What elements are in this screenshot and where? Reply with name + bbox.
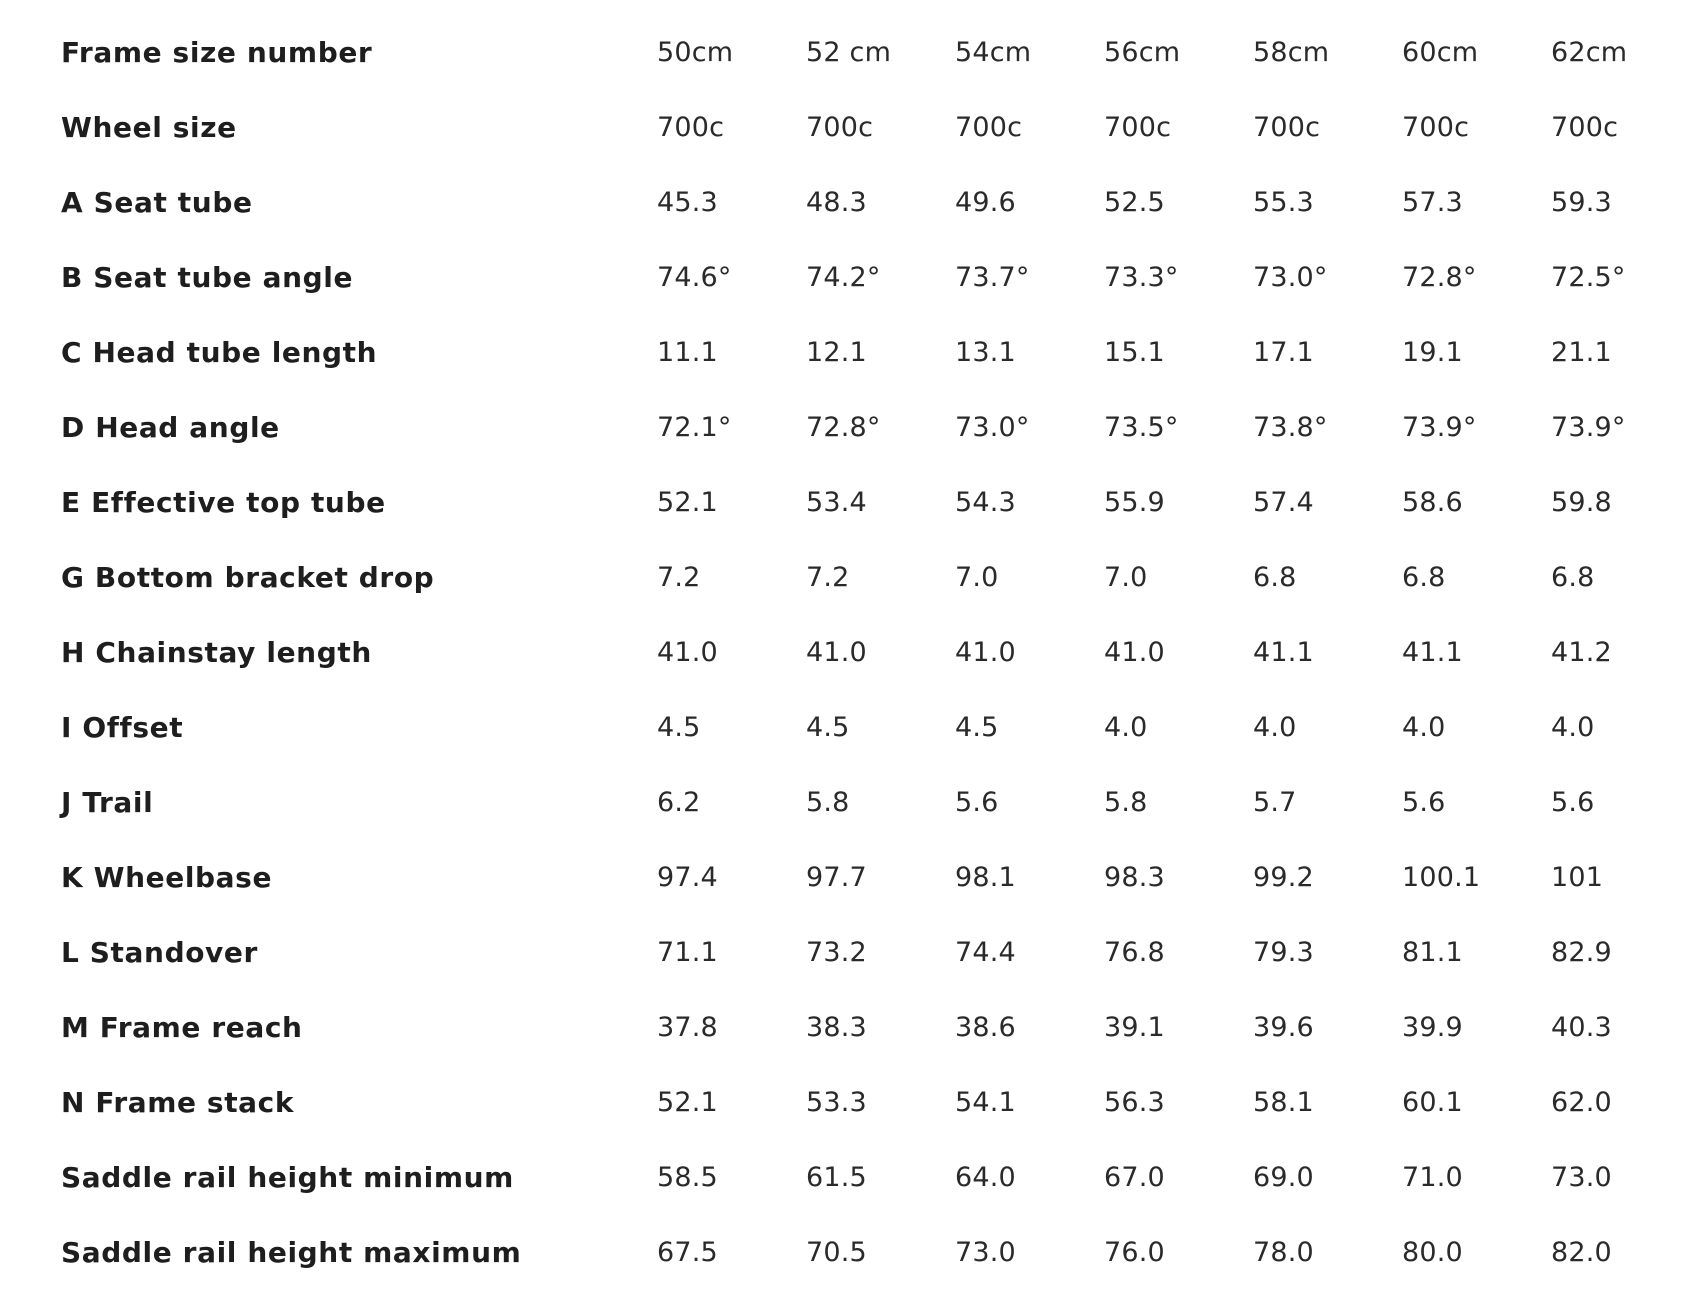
table-cell: 40.3 (1551, 1012, 1612, 1043)
table-cell: 99.2 (1253, 862, 1314, 893)
table-row (61, 390, 1651, 465)
table-cell: 82.0 (1551, 1237, 1612, 1268)
table-cell: 56.3 (1104, 1087, 1165, 1118)
table-row (61, 15, 1651, 90)
table-cell: 67.0 (1104, 1162, 1165, 1193)
table-cell: 54cm (955, 37, 1032, 68)
table-cell: 73.8° (1253, 412, 1328, 443)
table-row (61, 840, 1651, 915)
table-cell: 4.0 (1104, 712, 1148, 743)
table-cell: 80.0 (1402, 1237, 1463, 1268)
table-row (61, 615, 1651, 690)
table-cell: 59.8 (1551, 487, 1612, 518)
geometry-table (61, 15, 1651, 1290)
table-cell: 700c (806, 112, 874, 143)
table-cell: 79.3 (1253, 937, 1314, 968)
table-cell: 62cm (1551, 37, 1628, 68)
row-label: A Seat tube (61, 186, 253, 219)
table-cell: 700c (955, 112, 1023, 143)
table-cell: 41.1 (1402, 637, 1463, 668)
row-label: G Bottom bracket drop (61, 561, 435, 594)
table-cell: 62.0 (1551, 1087, 1612, 1118)
table-cell: 71.1 (657, 937, 718, 968)
table-cell: 5.8 (806, 787, 850, 818)
table-row (61, 1065, 1651, 1140)
row-label: E Effective top tube (61, 486, 386, 519)
table-cell: 52.1 (657, 487, 718, 518)
table-cell: 13.1 (955, 337, 1016, 368)
table-cell: 58cm (1253, 37, 1330, 68)
table-cell: 5.6 (955, 787, 999, 818)
table-cell: 58.6 (1402, 487, 1463, 518)
table-cell: 73.7° (955, 262, 1030, 293)
table-cell: 78.0 (1253, 1237, 1314, 1268)
table-cell: 73.5° (1104, 412, 1179, 443)
table-cell: 700c (1551, 112, 1619, 143)
table-cell: 73.0 (1551, 1162, 1612, 1193)
table-cell: 69.0 (1253, 1162, 1314, 1193)
table-cell: 7.2 (806, 562, 850, 593)
table-cell: 72.8° (806, 412, 881, 443)
row-label: C Head tube length (61, 336, 378, 369)
table-cell: 98.3 (1104, 862, 1165, 893)
table-row (61, 765, 1651, 840)
table-cell: 700c (1402, 112, 1470, 143)
table-row (61, 240, 1651, 315)
table-cell: 57.4 (1253, 487, 1314, 518)
table-cell: 41.0 (657, 637, 718, 668)
table-row (61, 1140, 1651, 1215)
table-cell: 4.0 (1402, 712, 1446, 743)
table-cell: 81.1 (1402, 937, 1463, 968)
table-cell: 700c (657, 112, 725, 143)
row-label: D Head angle (61, 411, 280, 444)
row-label: B Seat tube angle (61, 261, 354, 294)
table-row (61, 315, 1651, 390)
table-cell: 6.2 (657, 787, 701, 818)
table-cell: 6.8 (1253, 562, 1297, 593)
table-cell: 74.4 (955, 937, 1016, 968)
table-cell: 41.2 (1551, 637, 1612, 668)
row-label: Saddle rail height maximum (61, 1236, 522, 1269)
table-cell: 4.0 (1551, 712, 1595, 743)
table-row (61, 465, 1651, 540)
table-cell: 6.8 (1551, 562, 1595, 593)
table-cell: 101 (1551, 862, 1604, 893)
table-cell: 52.5 (1104, 187, 1165, 218)
table-cell: 53.3 (806, 1087, 867, 1118)
table-cell: 59.3 (1551, 187, 1612, 218)
table-cell: 98.1 (955, 862, 1016, 893)
table-cell: 17.1 (1253, 337, 1314, 368)
table-cell: 100.1 (1402, 862, 1481, 893)
table-cell: 37.8 (657, 1012, 718, 1043)
table-cell: 39.9 (1402, 1012, 1463, 1043)
table-cell: 52.1 (657, 1087, 718, 1118)
table-cell: 4.5 (806, 712, 850, 743)
table-cell: 50cm (657, 37, 734, 68)
table-cell: 4.0 (1253, 712, 1297, 743)
table-cell: 73.9° (1551, 412, 1626, 443)
table-cell: 60cm (1402, 37, 1479, 68)
table-row (61, 915, 1651, 990)
table-cell: 5.7 (1253, 787, 1297, 818)
row-label: I Offset (61, 711, 184, 744)
table-cell: 41.0 (955, 637, 1016, 668)
table-row (61, 690, 1651, 765)
table-cell: 55.3 (1253, 187, 1314, 218)
table-cell: 73.9° (1402, 412, 1477, 443)
table-cell: 74.2° (806, 262, 881, 293)
table-row (61, 1215, 1651, 1290)
table-cell: 15.1 (1104, 337, 1165, 368)
table-cell: 19.1 (1402, 337, 1463, 368)
table-cell: 41.0 (1104, 637, 1165, 668)
table-cell: 74.6° (657, 262, 732, 293)
table-cell: 5.6 (1402, 787, 1446, 818)
table-cell: 97.7 (806, 862, 867, 893)
table-cell: 7.2 (657, 562, 701, 593)
table-cell: 60.1 (1402, 1087, 1463, 1118)
row-label: H Chainstay length (61, 636, 372, 669)
table-cell: 5.8 (1104, 787, 1148, 818)
row-label: L Standover (61, 936, 258, 969)
table-cell: 21.1 (1551, 337, 1612, 368)
table-cell: 70.5 (806, 1237, 867, 1268)
table-cell: 73.3° (1104, 262, 1179, 293)
table-cell: 67.5 (657, 1237, 718, 1268)
row-label: Wheel size (61, 111, 237, 144)
table-cell: 73.0° (955, 412, 1030, 443)
table-cell: 52 cm (806, 37, 892, 68)
table-cell: 39.6 (1253, 1012, 1314, 1043)
table-row (61, 990, 1651, 1065)
row-label: K Wheelbase (61, 861, 273, 894)
table-row (61, 90, 1651, 165)
row-label: M Frame reach (61, 1011, 303, 1044)
table-cell: 41.0 (806, 637, 867, 668)
row-label: N Frame stack (61, 1086, 295, 1119)
table-cell: 56cm (1104, 37, 1181, 68)
row-label: Frame size number (61, 36, 373, 69)
table-cell: 61.5 (806, 1162, 867, 1193)
table-cell: 72.8° (1402, 262, 1477, 293)
table-cell: 72.1° (657, 412, 732, 443)
table-cell: 73.0° (1253, 262, 1328, 293)
table-cell: 55.9 (1104, 487, 1165, 518)
table-row (61, 165, 1651, 240)
table-cell: 53.4 (806, 487, 867, 518)
table-cell: 48.3 (806, 187, 867, 218)
table-cell: 71.0 (1402, 1162, 1463, 1193)
table-cell: 64.0 (955, 1162, 1016, 1193)
table-cell: 49.6 (955, 187, 1016, 218)
table-cell: 38.3 (806, 1012, 867, 1043)
table-cell: 97.4 (657, 862, 718, 893)
table-cell: 58.1 (1253, 1087, 1314, 1118)
table-cell: 12.1 (806, 337, 867, 368)
table-cell: 39.1 (1104, 1012, 1165, 1043)
table-cell: 58.5 (657, 1162, 718, 1193)
row-label: Saddle rail height minimum (61, 1161, 514, 1194)
table-cell: 5.6 (1551, 787, 1595, 818)
table-cell: 4.5 (657, 712, 701, 743)
table-cell: 41.1 (1253, 637, 1314, 668)
table-cell: 82.9 (1551, 937, 1612, 968)
table-cell: 700c (1253, 112, 1321, 143)
table-cell: 54.1 (955, 1087, 1016, 1118)
table-cell: 4.5 (955, 712, 999, 743)
table-cell: 72.5° (1551, 262, 1626, 293)
table-cell: 54.3 (955, 487, 1016, 518)
table-cell: 7.0 (955, 562, 999, 593)
table-cell: 76.0 (1104, 1237, 1165, 1268)
table-cell: 57.3 (1402, 187, 1463, 218)
table-cell: 45.3 (657, 187, 718, 218)
table-cell: 700c (1104, 112, 1172, 143)
table-cell: 73.0 (955, 1237, 1016, 1268)
table-cell: 76.8 (1104, 937, 1165, 968)
table-cell: 11.1 (657, 337, 718, 368)
table-cell: 38.6 (955, 1012, 1016, 1043)
table-cell: 6.8 (1402, 562, 1446, 593)
table-row (61, 540, 1651, 615)
table-cell: 73.2 (806, 937, 867, 968)
table-cell: 7.0 (1104, 562, 1148, 593)
row-label: J Trail (61, 786, 154, 819)
